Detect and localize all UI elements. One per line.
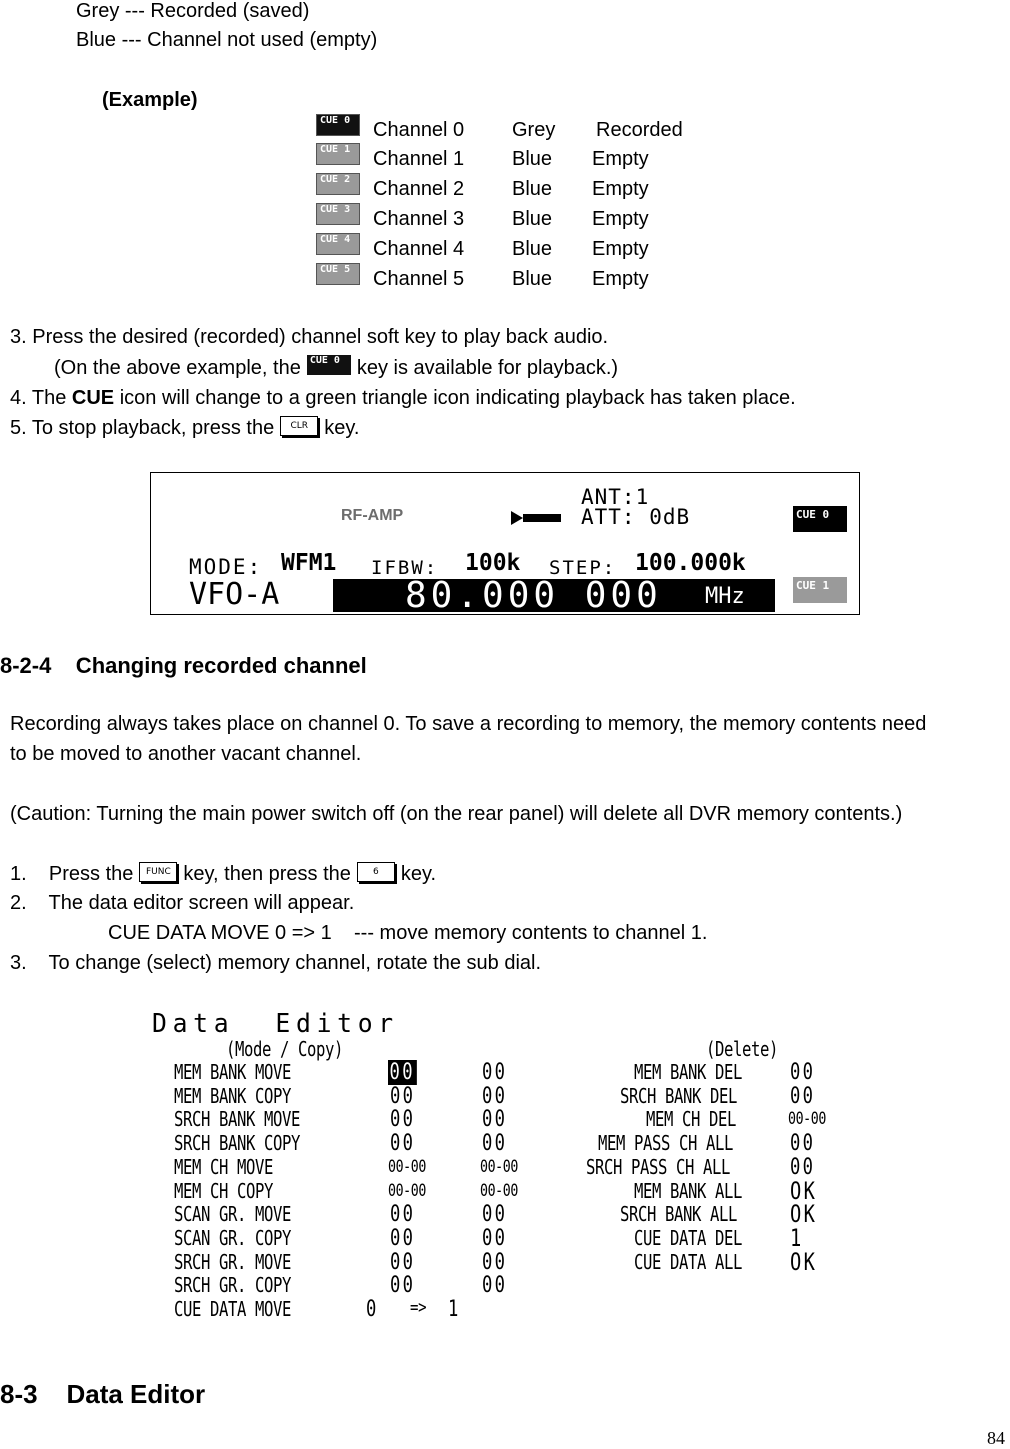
cue-move-to[interactable]: 1 <box>448 1297 458 1322</box>
section-8-3-title: 8-3 Data Editor <box>0 1379 206 1409</box>
cue-2-key[interactable]: CUE 2 <box>316 173 360 195</box>
row-value-b[interactable]: 00 <box>482 1273 508 1298</box>
delete-heading: (Delete) <box>706 1037 779 1061</box>
row-label: MEM BANK ALL <box>634 1179 743 1203</box>
step-2: 2. The data editor screen will appear. <box>10 892 355 914</box>
row-label: MEM BANK MOVE <box>174 1060 292 1084</box>
step-3-note <box>54 354 619 380</box>
cue-5-key[interactable]: CUE 5 <box>316 263 360 285</box>
row-value[interactable]: OK <box>790 1177 818 1205</box>
step-value: 100.000k <box>635 550 746 576</box>
cue-1-key[interactable]: CUE 1 <box>316 143 360 165</box>
channel-label: Channel 3 <box>373 208 465 230</box>
row-value[interactable]: 00 <box>790 1084 816 1109</box>
mode-label: MODE: <box>189 555 263 579</box>
paragraph-line-2: to be moved to another vacant channel. <box>10 743 362 765</box>
row-value[interactable]: OK <box>790 1248 818 1276</box>
row-value-b[interactable]: 00 <box>482 1084 508 1109</box>
row-value-b[interactable]: 00-00 <box>480 1181 518 1201</box>
rf-amp-label: RF-AMP <box>341 507 404 524</box>
cue-4-key[interactable]: CUE 4 <box>316 233 360 255</box>
channel-state: Empty <box>592 268 649 290</box>
step-3-note-pre: (On the above example, the <box>54 357 301 379</box>
channel-color: Blue <box>512 268 553 290</box>
row-label: SRCH BANK DEL <box>620 1084 738 1108</box>
row-label: CUE DATA DEL <box>634 1226 743 1250</box>
step-3: 3. To change (select) memory channel, rotate the sub dial. <box>10 952 542 974</box>
cue-0-inline-key: CUE 0 <box>307 355 351 375</box>
step-4-pre: 4. The <box>10 387 67 409</box>
step-1-pre: 1. Press the <box>10 863 134 885</box>
channel-color: Blue <box>512 238 553 260</box>
row-value-b[interactable]: 00 <box>482 1131 508 1156</box>
channel-state: Empty <box>592 208 649 230</box>
step-2-note: CUE DATA MOVE 0 => 1 --- move memory contents to channel 1. <box>108 922 708 944</box>
row-value-a[interactable]: 00-00 <box>388 1181 426 1201</box>
row-value-a[interactable]: 00 <box>389 1060 415 1085</box>
step-3: 3. Press the desired (recorded) channel soft key to play back audio. <box>10 326 609 348</box>
cue-0-softkey[interactable]: CUE 0 <box>793 506 847 532</box>
clr-key: CLR <box>280 416 318 436</box>
caution-text: (Caution: Turning the main power switch off (on the rear panel) will delete all DVR memory contents.) <box>10 803 903 825</box>
channel-color: Blue <box>512 208 553 230</box>
row-value-a[interactable]: 00 <box>390 1131 416 1156</box>
att-label: ATT: 0dB <box>581 505 691 529</box>
page-number: 84 <box>987 1428 1005 1448</box>
row-label: MEM CH DEL <box>646 1107 737 1131</box>
row-value[interactable]: 00 <box>790 1155 816 1180</box>
channel-color: Blue <box>512 148 553 170</box>
func-key: FUNC <box>139 862 177 882</box>
data-editor-title: Data Editor <box>152 1009 399 1039</box>
channel-label: Channel 1 <box>373 148 465 170</box>
frequency-value: 80.000 000 <box>405 575 662 616</box>
row-value[interactable]: 00-00 <box>788 1109 826 1129</box>
channel-color: Grey <box>512 119 556 141</box>
step-1-mid: key, then press the <box>183 863 351 885</box>
row-label: MEM PASS CH ALL <box>598 1131 734 1155</box>
row-value[interactable]: 1 <box>790 1224 801 1252</box>
section-8-2-4-title: 8-2-4 Changing recorded channel <box>0 653 367 678</box>
row-value-a[interactable]: 00 <box>390 1107 416 1132</box>
vfo-label: VFO-A <box>189 577 280 612</box>
step-5-pre: 5. To stop playback, press the <box>10 417 275 439</box>
example-heading: (Example) <box>102 89 198 111</box>
legend-blue: Blue --- Channel not used (empty) <box>76 29 378 51</box>
channel-label: Channel 0 <box>373 119 465 141</box>
row-value-b[interactable]: 00 <box>482 1202 508 1227</box>
ifbw-value: 100k <box>465 550 521 576</box>
row-label: MEM BANK DEL <box>634 1060 743 1084</box>
frequency-unit: MHz <box>705 584 745 609</box>
radio-display <box>150 472 860 615</box>
legend-grey: Grey --- Recorded (saved) <box>76 0 310 22</box>
row-value-a[interactable]: 00 <box>390 1202 416 1227</box>
row-value-b[interactable]: 00 <box>482 1060 508 1085</box>
step-5-post: key. <box>324 417 360 439</box>
row-label: SRCH BANK ALL <box>620 1202 738 1226</box>
row-value-a[interactable]: 00 <box>390 1084 416 1109</box>
ifbw-label: IFBW: <box>371 557 439 579</box>
row-value-b[interactable]: 00-00 <box>480 1157 518 1177</box>
channel-color: Blue <box>512 178 553 200</box>
row-value-a[interactable]: 00 <box>390 1273 416 1298</box>
data-editor-screen <box>152 1007 858 1334</box>
channel-state: Empty <box>592 148 649 170</box>
row-value-a[interactable]: 00 <box>390 1226 416 1251</box>
step-4 <box>10 387 796 410</box>
row-label: SRCH BANK MOVE <box>174 1107 301 1131</box>
row-value-b[interactable]: 00 <box>482 1107 508 1132</box>
row-label: SRCH GR. MOVE <box>174 1250 292 1274</box>
channel-label: Channel 4 <box>373 238 465 260</box>
row-value[interactable]: 00 <box>790 1060 816 1085</box>
cue-3-key[interactable]: CUE 3 <box>316 203 360 225</box>
step-4-bold: CUE <box>71 387 115 409</box>
row-value-a[interactable]: 00 <box>390 1250 416 1275</box>
row-value[interactable]: 00 <box>790 1131 816 1156</box>
paragraph-line-1: Recording always takes place on channel 0. To save a recording to memory, the memory contents need <box>10 713 927 735</box>
cue-0-key[interactable]: CUE 0 <box>316 114 360 136</box>
six-key: 6 <box>357 862 395 882</box>
channel-state: Empty <box>592 178 649 200</box>
row-label: CUE DATA ALL <box>634 1250 743 1274</box>
step-label: STEP: <box>549 557 617 579</box>
row-value-b[interactable]: 00 <box>482 1226 508 1251</box>
row-value-b[interactable]: 00 <box>482 1250 508 1275</box>
row-label: SCAN GR. MOVE <box>174 1202 292 1226</box>
row-label: MEM CH COPY <box>174 1179 274 1203</box>
cue-1-softkey[interactable]: CUE 1 <box>793 577 847 603</box>
ant-label: ANT:1 <box>581 485 650 509</box>
cue-move-label: CUE DATA MOVE <box>174 1297 292 1321</box>
frequency-display <box>333 575 775 616</box>
cue-move-from[interactable]: 0 <box>366 1297 376 1322</box>
play-icon <box>511 508 563 531</box>
channel-label: Channel 2 <box>373 178 465 200</box>
row-label: MEM BANK COPY <box>174 1084 292 1108</box>
row-value-a[interactable]: 00-00 <box>388 1157 426 1177</box>
channel-state: Empty <box>592 238 649 260</box>
row-label: MEM CH MOVE <box>174 1155 274 1179</box>
cue-move-arrow: => <box>410 1297 427 1318</box>
row-label: SRCH BANK COPY <box>174 1131 301 1155</box>
row-label: SCAN GR. COPY <box>174 1226 292 1250</box>
step-3-note-post: key is available for playback.) <box>356 357 619 379</box>
step-1-post: key. <box>400 863 437 885</box>
mode-value: WFM1 <box>281 550 337 576</box>
row-label: SRCH GR. COPY <box>174 1273 292 1297</box>
row-label: SRCH PASS CH ALL <box>586 1155 731 1179</box>
step-1 <box>10 863 436 886</box>
row-value[interactable]: OK <box>790 1200 818 1228</box>
channel-state: Recorded <box>596 119 683 141</box>
mode-copy-heading: (Mode / Copy) <box>226 1037 344 1061</box>
step-4-post: icon will change to a green triangle icon indicating playback has taken place. <box>119 387 796 409</box>
step-5 <box>10 417 359 440</box>
channel-label: Channel 5 <box>373 268 465 290</box>
